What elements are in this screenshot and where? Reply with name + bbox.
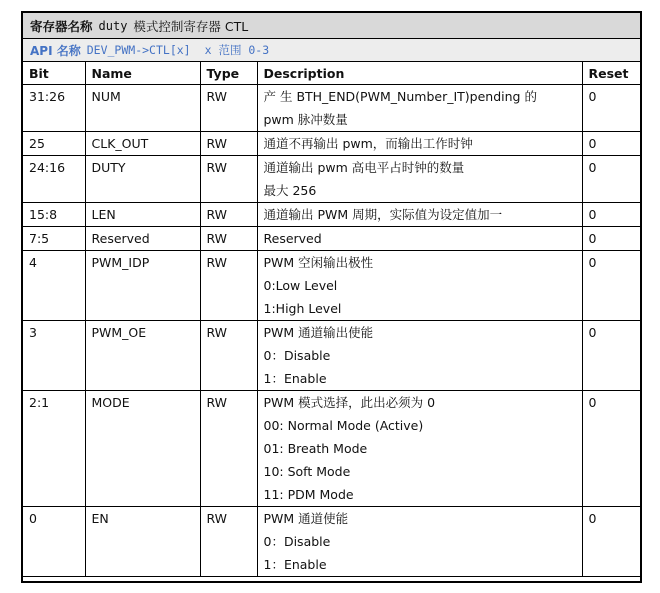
table-row	[23, 251, 640, 321]
bit-text: 25	[29, 136, 45, 151]
bit-text: 0	[29, 511, 37, 526]
register-title-bar	[23, 13, 640, 39]
header-name: Name	[85, 62, 200, 85]
description-line: 1：Enable	[263, 557, 327, 572]
description-line: PWM 通道使能	[263, 511, 349, 526]
table-header-row	[23, 62, 640, 85]
header-reset: Reset	[582, 62, 640, 85]
api-range: x 范围 0-3	[204, 43, 270, 57]
description-line: 10: Soft Mode	[263, 464, 351, 479]
reset-text: 0	[588, 136, 597, 151]
description-line: PWM 通道输出使能	[263, 325, 374, 340]
api-value: DEV_PWM->CTL[x]	[86, 43, 191, 57]
cell-type	[200, 391, 257, 507]
api-name-bar	[23, 39, 640, 62]
description-line: 1：Enable	[263, 371, 327, 386]
cell-bit	[23, 251, 85, 321]
cell-name	[85, 507, 200, 577]
name-text: NUM	[91, 89, 121, 104]
type-text: RW	[206, 511, 228, 526]
cell-type	[200, 251, 257, 321]
bit-text: 4	[29, 255, 37, 270]
table-row	[23, 203, 640, 227]
cell-name	[85, 203, 200, 227]
type-text: RW	[206, 136, 228, 151]
name-text: PWM_IDP	[91, 255, 150, 270]
description-line: 0：Disable	[263, 534, 331, 549]
reset-text: 0	[588, 325, 597, 340]
cell-reset	[582, 391, 640, 507]
cell-type	[200, 85, 257, 132]
description-line: 产 生 BTH_END(PWM_Number_IT)pending 的	[263, 89, 537, 104]
register-title-label: 寄存器名称	[30, 18, 93, 34]
cell-bit	[23, 85, 85, 132]
cell-type	[200, 321, 257, 391]
table-row	[23, 321, 640, 391]
cell-description	[257, 85, 582, 132]
cell-type	[200, 227, 257, 251]
reset-text: 0	[588, 160, 597, 175]
bit-text: 15:8	[29, 207, 58, 222]
description-line: Reserved	[263, 231, 322, 246]
cell-description	[257, 132, 582, 156]
description-line: PWM 模式选择，此出必须为 0	[263, 395, 436, 410]
table-row	[23, 507, 640, 577]
cell-description	[257, 321, 582, 391]
cell-reset	[582, 251, 640, 321]
cell-type	[200, 156, 257, 203]
bit-text: 24:16	[29, 160, 66, 175]
description-line: PWM 空闲输出极性	[263, 255, 374, 270]
cell-name	[85, 321, 200, 391]
type-text: RW	[206, 395, 228, 410]
header-description: Description	[257, 62, 582, 85]
cell-description	[257, 507, 582, 577]
description-line: 0:Low Level	[263, 278, 338, 293]
cell-reset	[582, 507, 640, 577]
cell-bit	[23, 507, 85, 577]
cell-description	[257, 391, 582, 507]
cell-bit	[23, 132, 85, 156]
cell-type	[200, 203, 257, 227]
cell-bit	[23, 156, 85, 203]
reset-text: 0	[588, 395, 597, 410]
name-text: PWM_OE	[91, 325, 147, 340]
table-row	[23, 227, 640, 251]
table-row	[23, 132, 640, 156]
header-bit: Bit	[23, 62, 85, 85]
type-text: RW	[206, 231, 228, 246]
name-text: CLK_OUT	[91, 136, 149, 151]
reset-text: 0	[588, 511, 597, 526]
bit-text: 2:1	[29, 395, 50, 410]
description-line: 通道输出 PWM 周期，实际值为设定值加一	[263, 207, 503, 222]
reset-text: 0	[588, 89, 597, 104]
cell-bit	[23, 203, 85, 227]
type-text: RW	[206, 160, 228, 175]
cell-type	[200, 132, 257, 156]
description-line: 最大 256	[263, 183, 317, 198]
register-title-reg: duty	[98, 18, 128, 33]
description-line: 00: Normal Mode (Active)	[263, 418, 424, 433]
type-text: RW	[206, 255, 228, 270]
cell-reset	[582, 132, 640, 156]
cell-name	[85, 132, 200, 156]
description-line: pwm 脉冲数量	[263, 112, 348, 127]
cell-reset	[582, 321, 640, 391]
cell-name	[85, 227, 200, 251]
table-row	[23, 391, 640, 507]
type-text: RW	[206, 325, 228, 340]
cell-description	[257, 227, 582, 251]
cell-type	[200, 507, 257, 577]
header-type: Type	[200, 62, 257, 85]
reset-text: 0	[588, 255, 597, 270]
description-line: 1:High Level	[263, 301, 342, 316]
register-fields-table	[23, 62, 640, 577]
cell-bit	[23, 321, 85, 391]
description-line: 11: PDM Mode	[263, 487, 354, 502]
cell-name	[85, 391, 200, 507]
cell-name	[85, 156, 200, 203]
bit-text: 7:5	[29, 231, 50, 246]
description-line: 通道不再输出 pwm，而输出工作时钟	[263, 136, 473, 151]
cell-reset	[582, 227, 640, 251]
register-title-rest: 模式控制寄存器 CTL	[133, 18, 249, 34]
name-text: DUTY	[91, 160, 126, 175]
description-line: 01: Breath Mode	[263, 441, 368, 456]
description-line: 0：Disable	[263, 348, 331, 363]
type-text: RW	[206, 89, 228, 104]
table-row	[23, 156, 640, 203]
name-text: EN	[91, 511, 109, 526]
reset-text: 0	[588, 207, 597, 222]
cell-name	[85, 85, 200, 132]
bit-text: 31:26	[29, 89, 66, 104]
name-text: MODE	[91, 395, 130, 410]
cell-bit	[23, 391, 85, 507]
reset-text: 0	[588, 231, 597, 246]
cell-bit	[23, 227, 85, 251]
cell-name	[85, 251, 200, 321]
description-line: 通道输出 pwm 高电平占时钟的数量	[263, 160, 465, 175]
register-table-frame	[21, 11, 642, 583]
cell-reset	[582, 85, 640, 132]
api-label: API 名称	[30, 43, 81, 58]
cell-reset	[582, 203, 640, 227]
name-text: Reserved	[91, 231, 150, 246]
cell-description	[257, 251, 582, 321]
cell-description	[257, 203, 582, 227]
cell-reset	[582, 156, 640, 203]
type-text: RW	[206, 207, 228, 222]
bit-text: 3	[29, 325, 37, 340]
table-row	[23, 85, 640, 132]
cell-description	[257, 156, 582, 203]
name-text: LEN	[91, 207, 116, 222]
